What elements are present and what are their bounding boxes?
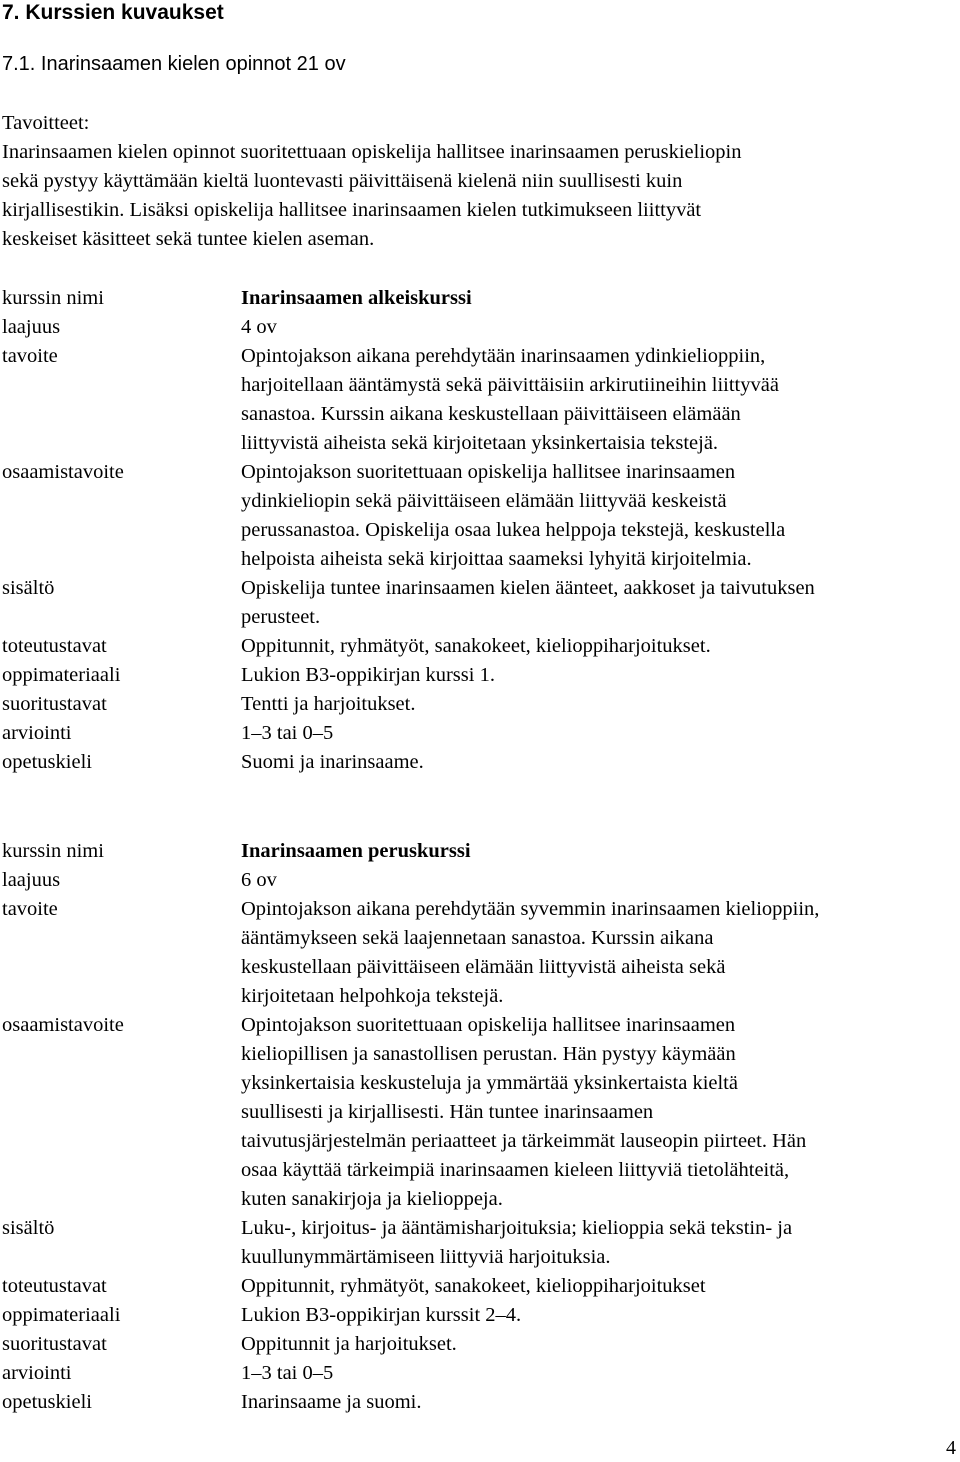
- course-row-content: [2, 1214, 958, 1272]
- competence-line: taivutusjärjestelmän periaatteet ja tärkeimmät lauseopin piirteet. Hän: [241, 1130, 807, 1152]
- course-row-completion: [2, 690, 958, 719]
- course-completion: Oppitunnit ja harjoitukset.: [241, 1333, 457, 1355]
- course-content: [241, 574, 958, 632]
- label-grading: arviointi: [2, 1362, 72, 1384]
- subsection-heading: 7.1. Inarinsaamen kielen opinnot 21 ov: [2, 53, 346, 75]
- course-row-goal: [2, 342, 958, 458]
- competence-line: kieliopillisen ja sanastollisen perustan. Hän pystyy käymään: [241, 1043, 736, 1065]
- course-row-material: [2, 661, 958, 690]
- course-content: [241, 1214, 958, 1272]
- label-scope: laajuus: [2, 316, 61, 338]
- goals-line: keskeiset käsitteet sekä tuntee kielen aseman.: [2, 228, 375, 250]
- label-course-name: kurssin nimi: [2, 287, 104, 309]
- course-material: Lukion B3-oppikirjan kurssi 1.: [241, 664, 495, 686]
- goals-line: Inarinsaamen kielen opinnot suoritettuaan opiskelija hallitsee inarinsaamen peruskieliopin: [2, 141, 742, 163]
- course-completion: Tentti ja harjoitukset.: [241, 693, 416, 715]
- content-line: perusteet.: [241, 606, 321, 628]
- label-methods: toteutustavat: [2, 635, 107, 657]
- course-grading: 1–3 tai 0–5: [241, 722, 334, 744]
- course-row-methods: [2, 1272, 958, 1301]
- goal-line: sanastoa. Kurssin aikana keskustellaan päivittäiseen elämään: [241, 403, 741, 425]
- competence-line: Opintojakson suoritettuaan opiskelija hallitsee inarinsaamen: [241, 1014, 736, 1036]
- competence-line: perussanastoa. Opiskelija osaa lukea helppoja tekstejä, keskustella: [241, 519, 786, 541]
- page-number: 4: [946, 1437, 956, 1459]
- course-scope: 4 ov: [241, 316, 277, 338]
- course-material: Lukion B3-oppikirjan kurssit 2–4.: [241, 1304, 522, 1326]
- competence-line: yksinkertaisia keskusteluja ja ymmärtää yksinkertaista kieltä: [241, 1072, 738, 1094]
- goal-line: Opintojakson aikana perehdytään syvemmin inarinsaamen kielioppiin,: [241, 898, 820, 920]
- course-row-scope: [2, 313, 958, 342]
- label-material: oppimateriaali: [2, 1304, 121, 1326]
- course-row-competence: [2, 1011, 958, 1214]
- competence-line: ydinkieliopin sekä päivittäiseen elämään liittyvää keskeistä: [241, 490, 727, 512]
- course-row-goal: [2, 895, 958, 1011]
- course-methods: Oppitunnit, ryhmätyöt, sanakokeet, kielioppiharjoitukset: [241, 1275, 706, 1297]
- label-scope: laajuus: [2, 869, 61, 891]
- label-language: opetuskieli: [2, 751, 92, 773]
- competence-line: osaa käyttää tärkeimpiä inarinsaamen kieleen liittyviä tietolähteitä,: [241, 1159, 790, 1181]
- label-methods: toteutustavat: [2, 1275, 107, 1297]
- goal-line: keskustellaan päivittäiseen elämään liittyvistä aiheista sekä: [241, 956, 726, 978]
- course-table-alkeiskurssi: [2, 284, 958, 777]
- course-row-language: [2, 748, 958, 777]
- course-table-peruskurssi: [2, 837, 958, 1417]
- course-row-methods: [2, 632, 958, 661]
- label-material: oppimateriaali: [2, 664, 121, 686]
- course-row-competence: [2, 458, 958, 574]
- goals-section: [2, 109, 952, 254]
- content-line: kuullunymmärtämiseen liittyviä harjoituksia.: [241, 1246, 611, 1268]
- course-competence: [241, 1011, 958, 1214]
- course-row-completion: [2, 1330, 958, 1359]
- goal-line: liittyvistä aiheista sekä kirjoitetaan yksinkertaisia tekstejä.: [241, 432, 719, 454]
- content-line: Luku-, kirjoitus- ja ääntämisharjoituksia; kielioppia sekä tekstin- ja: [241, 1217, 793, 1239]
- label-grading: arviointi: [2, 722, 72, 744]
- course-language: Inarinsaame ja suomi.: [241, 1391, 422, 1413]
- label-content: sisältö: [2, 577, 55, 599]
- course-row-grading: [2, 719, 958, 748]
- goal-line: ääntämykseen sekä laajennetaan sanastoa. Kurssin aikana: [241, 927, 714, 949]
- course-methods: Oppitunnit, ryhmätyöt, sanakokeet, kielioppiharjoitukset.: [241, 635, 711, 657]
- course-language: Suomi ja inarinsaame.: [241, 751, 424, 773]
- course-name: Inarinsaamen alkeiskurssi: [241, 287, 472, 309]
- goals-line: kirjallisestikin. Lisäksi opiskelija hallitsee inarinsaamen kielen tutkimukseen liittyvät: [2, 199, 702, 221]
- course-row-name: [2, 284, 958, 313]
- course-competence: [241, 458, 958, 574]
- goal-line: kirjoitetaan helpohkoja tekstejä.: [241, 985, 504, 1007]
- competence-line: kuten sanakirjoja ja kielioppeja.: [241, 1188, 503, 1210]
- course-row-name: [2, 837, 958, 866]
- course-row-content: [2, 574, 958, 632]
- course-row-scope: [2, 866, 958, 895]
- goal-line: harjoitellaan ääntämystä sekä päivittäisiin arkirutiineihin liittyvää: [241, 374, 779, 396]
- course-row-language: [2, 1388, 958, 1417]
- competence-line: helpoista aiheista sekä kirjoittaa saameksi lyhyitä kirjoitelmia.: [241, 548, 752, 570]
- course-goal: [241, 342, 958, 458]
- label-goal: tavoite: [2, 345, 58, 367]
- course-name: Inarinsaamen peruskurssi: [241, 840, 471, 862]
- label-language: opetuskieli: [2, 1391, 92, 1413]
- content-line: Opiskelija tuntee inarinsaamen kielen äänteet, aakkoset ja taivutuksen: [241, 577, 815, 599]
- competence-line: suullisesti ja kirjallisesti. Hän tuntee inarinsaamen: [241, 1101, 654, 1123]
- competence-line: Opintojakson suoritettuaan opiskelija hallitsee inarinsaamen: [241, 461, 736, 483]
- label-content: sisältö: [2, 1217, 55, 1239]
- label-competence: osaamistavoite: [2, 461, 124, 483]
- label-goal: tavoite: [2, 898, 58, 920]
- course-goal: [241, 895, 958, 1011]
- goal-line: Opintojakson aikana perehdytään inarinsaamen ydinkielioppiin,: [241, 345, 766, 367]
- label-course-name: kurssin nimi: [2, 840, 104, 862]
- course-row-grading: [2, 1359, 958, 1388]
- label-completion: suoritustavat: [2, 693, 107, 715]
- label-completion: suoritustavat: [2, 1333, 107, 1355]
- course-scope: 6 ov: [241, 869, 277, 891]
- goals-title: Tavoitteet:: [2, 112, 90, 134]
- goals-line: sekä pystyy käyttämään kieltä luontevasti päivittäisenä kielenä niin suullisesti kuin: [2, 170, 683, 192]
- course-row-material: [2, 1301, 958, 1330]
- section-heading: 7. Kurssien kuvaukset: [2, 1, 224, 24]
- label-competence: osaamistavoite: [2, 1014, 124, 1036]
- course-grading: 1–3 tai 0–5: [241, 1362, 334, 1384]
